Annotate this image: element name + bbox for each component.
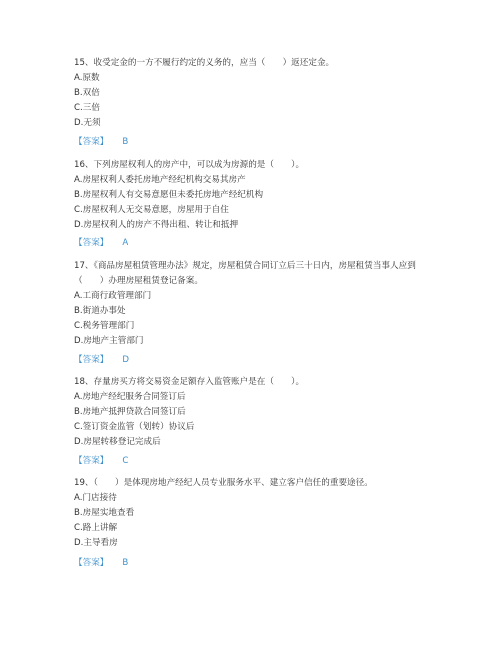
option-b: B.房地产抵押贷款合同签订后 [74, 407, 186, 417]
answer-17 [74, 353, 129, 368]
option-a: A.房屋权利人委托房地产经纪机构交易其房产 [74, 175, 246, 185]
answer-value: B [122, 137, 129, 147]
answer-value: A [122, 238, 129, 248]
question-15 [74, 56, 434, 131]
answer-15 [74, 135, 128, 150]
option-d: D.无须 [74, 118, 101, 128]
question-18 [74, 375, 434, 450]
option-d: D.房屋转移登记完成后 [74, 437, 161, 447]
option-a: A.原数 [74, 73, 100, 83]
answer-16 [74, 236, 128, 251]
answer-18 [74, 454, 128, 469]
question-19 [74, 476, 434, 551]
option-d: D.主导看房 [74, 538, 118, 548]
question-16 [74, 158, 434, 233]
question-stem: 15、收受定金的一方不履行约定的义务的，应当（ ）返还定金。 [74, 58, 335, 68]
answer-tag: 【答案】 [74, 456, 109, 466]
answer-tag: 【答案】 [74, 137, 109, 147]
option-b: B.房屋权利人有交易意愿但未委托房地产经纪机构 [74, 190, 264, 200]
option-c: C.房屋权利人无交易意愿，房屋用于自住 [74, 205, 229, 215]
option-a: A.工商行政管理部门 [74, 291, 152, 301]
option-c: C.签订资金监管（划转）协议后 [74, 422, 195, 432]
option-a: A.门店接待 [74, 493, 117, 503]
option-d: D.房地产主管部门 [74, 336, 144, 346]
question-17 [74, 259, 430, 349]
question-stem: 18、存量房买方将交易资金足额存入监管账户是在（ ）。 [74, 377, 305, 387]
answer-tag: 【答案】 [74, 558, 109, 568]
question-stem: 19、（ ）是体现房地产经纪人员专业服务水平、建立客户信任的重要途径。 [74, 478, 373, 488]
option-d: D.房屋权利人的房产不得出租、转让和抵押 [74, 220, 239, 230]
option-a: A.房地产经纪服务合同签订后 [74, 392, 186, 402]
option-b: B.房屋实地查看 [74, 508, 135, 518]
answer-value: D [122, 355, 130, 365]
answer-value: C [122, 456, 129, 466]
option-c: C.路上讲解 [74, 523, 118, 533]
question-stem: 17、《商品房屋租赁管理办法》规定，房屋租赁合同订立后三十日内，房屋租赁当事人应到（ ）办理房屋租赁登记备案。 [74, 261, 416, 286]
option-c: C.税务管理部门 [74, 321, 135, 331]
option-b: B.街道办事处 [74, 306, 126, 316]
answer-tag: 【答案】 [74, 355, 109, 365]
answer-value: B [122, 558, 129, 568]
answer-tag: 【答案】 [74, 238, 109, 248]
question-stem: 16、下列房屋权利人的房产中，可以成为房源的是（ ）。 [74, 160, 305, 170]
option-c: C.三倍 [74, 103, 100, 113]
answer-19 [74, 556, 128, 571]
option-b: B.双倍 [74, 88, 100, 98]
